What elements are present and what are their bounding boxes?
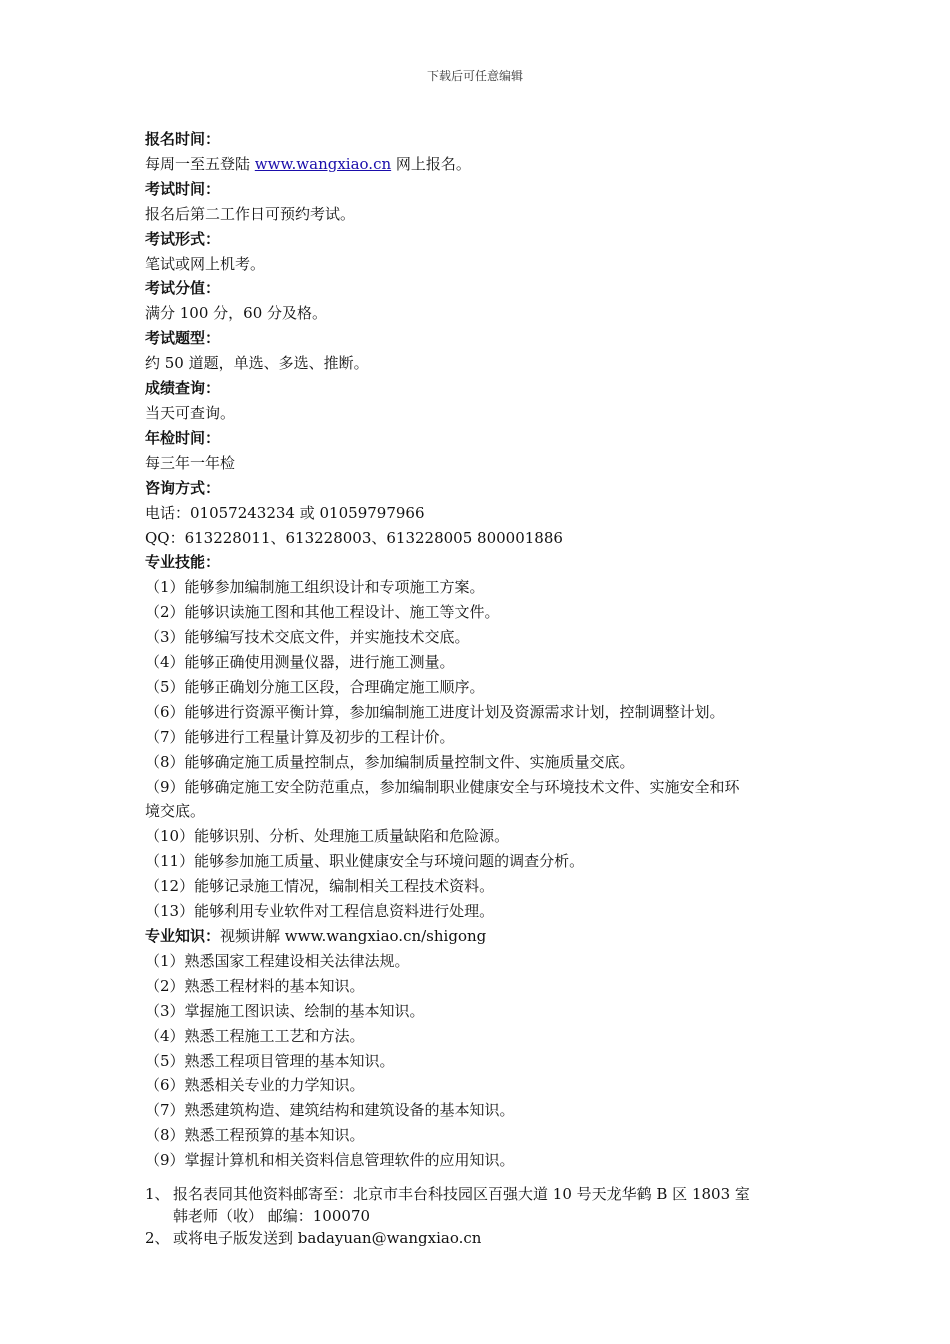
- knowledge-item: （4）熟悉工程施工工艺和方法。: [145, 1026, 365, 1045]
- skills-label: 专业技能：: [145, 553, 221, 572]
- score-query-label: 成绩查询：: [145, 379, 221, 398]
- score-query-text: 当天可查询。: [145, 403, 236, 422]
- register-time-text: [145, 152, 825, 177]
- skill-item: （3）能够编写技术交底文件，并实施技术交底。: [145, 628, 470, 647]
- skill-item: （7）能够进行工程量计算及初步的工程计价。: [145, 727, 455, 746]
- annual-check-text: 每三年一年检: [145, 453, 236, 472]
- numbered-note: [145, 1227, 825, 1249]
- wangxiao-link[interactable]: www.wangxiao.cn: [254, 154, 392, 173]
- exam-type-text: 约 50 道题，单选、多选、推断。: [145, 354, 369, 373]
- knowledge-item: （5）熟悉工程项目管理的基本知识。: [145, 1051, 395, 1070]
- knowledge-item: （3）掌握施工图识读、绘制的基本知识。: [145, 1001, 425, 1020]
- knowledge-item: （1）熟悉国家工程建设相关法律法规。: [145, 951, 410, 970]
- skill-item: （11）能够参加施工质量、职业健康安全与环境问题的调查分析。: [145, 852, 585, 871]
- skill-item: （10）能够识别、分析、处理施工质量缺陷和危险源。: [145, 827, 510, 846]
- note-line: 或将电子版发送到 badayuan@wangxiao.cn: [173, 1229, 482, 1247]
- skill-item: （1）能够参加编制施工组织设计和专项施工方案。: [145, 578, 485, 597]
- skill-item: （4）能够正确使用测量仪器，进行施工测量。: [145, 653, 455, 672]
- contact-qq: QQ：613228011、613228003、613228005 800001886: [145, 528, 563, 547]
- knowledge-label: 专业知识：: [145, 927, 221, 945]
- contact-phone: 电话：01057243234 或 01059797966: [145, 503, 425, 522]
- exam-type-label: 考试题型：: [145, 329, 221, 348]
- note-text: [173, 1227, 825, 1249]
- note-number: 1、: [145, 1185, 170, 1203]
- skill-item: （6）能够进行资源平衡计算，参加编制施工进度计划及资源需求计划，控制调整计划。: [145, 702, 725, 721]
- contact-label: 咨询方式：: [145, 478, 221, 497]
- knowledge-item: （7）熟悉建筑构造、建筑结构和建筑设备的基本知识。: [145, 1101, 515, 1120]
- skill-item: （12）能够记录施工情况，编制相关工程技术资料。: [145, 877, 495, 896]
- register-prefix: 每周一至五登陆: [145, 154, 255, 173]
- knowledge-item: （2）熟悉工程材料的基本知识。: [145, 976, 365, 995]
- document-body: [145, 127, 825, 1173]
- register-time-label: 报名时间：: [145, 130, 221, 148]
- skill-item: （8）能够确定施工质量控制点，参加编制质量控制文件、实施质量交底。: [145, 752, 635, 771]
- note-line: 韩老师（收） 邮编：100070: [173, 1207, 371, 1225]
- exam-form-label: 考试形式：: [145, 229, 221, 248]
- skill-item-continued: 境交底。: [145, 802, 206, 821]
- knowledge-item: （9）掌握计算机和相关资料信息管理软件的应用知识。: [145, 1151, 515, 1170]
- annual-check-label: 年检时间：: [145, 428, 221, 447]
- note-number: 2、: [145, 1229, 170, 1247]
- exam-time-label: 考试时间：: [145, 179, 221, 198]
- exam-score-text: 满分 100 分，60 分及格。: [145, 304, 328, 323]
- register-suffix: 网上报名。: [391, 154, 471, 173]
- note-line: 报名表同其他资料邮寄至：北京市丰台科技园区百强大道 10 号天龙华鹤 B 区 1803 室: [173, 1185, 750, 1203]
- skill-item: （9）能够确定施工安全防范重点，参加编制职业健康安全与环境技术文件、实施安全和环: [145, 777, 740, 796]
- knowledge-item: （8）熟悉工程预算的基本知识。: [145, 1126, 365, 1145]
- exam-score-label: 考试分值：: [145, 279, 221, 298]
- numbered-note: [145, 1183, 825, 1227]
- exam-form-text: 笔试或网上机考。: [145, 254, 266, 273]
- knowledge-item: （6）熟悉相关专业的力学知识。: [145, 1076, 365, 1095]
- knowledge-heading: [145, 924, 825, 949]
- exam-time-text: 报名后第二工作日可预约考试。: [145, 204, 356, 223]
- knowledge-video-text: 视频讲解 www.wangxiao.cn/shigong: [220, 927, 487, 945]
- page-header: 下载后可任意编辑: [426, 69, 523, 83]
- numbered-notes: [145, 1183, 825, 1249]
- skill-item: （5）能够正确划分施工区段，合理确定施工顺序。: [145, 677, 485, 696]
- note-text: [173, 1183, 825, 1227]
- skill-item: （13）能够利用专业软件对工程信息资料进行处理。: [145, 902, 495, 921]
- skill-item: （2）能够识读施工图和其他工程设计、施工等文件。: [145, 603, 500, 622]
